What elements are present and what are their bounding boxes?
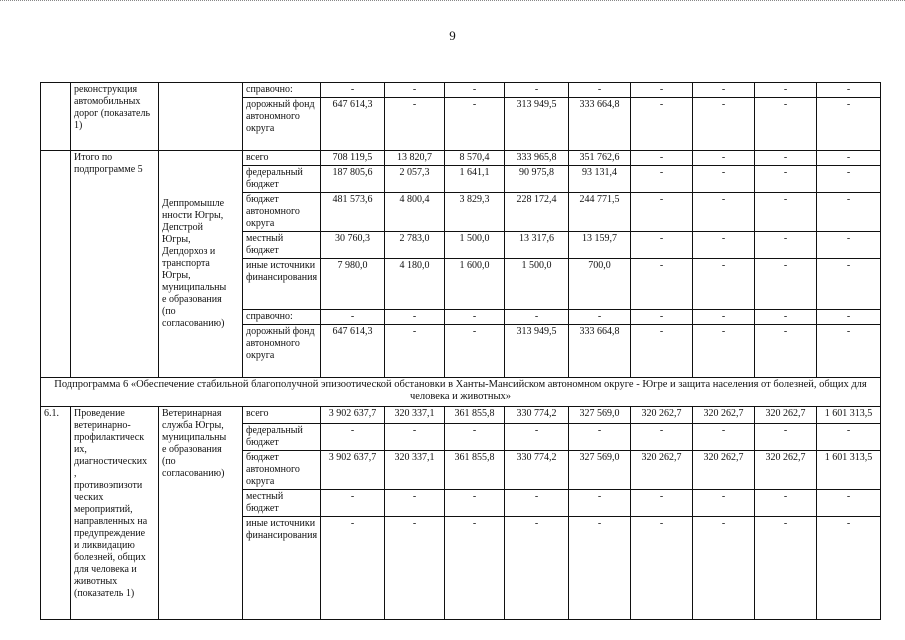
value-cell: 313 949,5 [505, 98, 569, 151]
value-cell: - [505, 310, 569, 325]
value-cell: 320 262,7 [755, 451, 817, 490]
value-cell: 647 614,3 [321, 325, 385, 378]
value-cell: 13 820,7 [385, 151, 445, 166]
value-cell: 361 855,8 [445, 407, 505, 424]
funding-source: справочно: [243, 310, 321, 325]
funding-source: дорожный фонд автономного округа [243, 325, 321, 378]
value-cell: - [755, 517, 817, 620]
value-cell: 313 949,5 [505, 325, 569, 378]
value-cell: - [693, 259, 755, 310]
value-cell: - [569, 424, 631, 451]
page-number: 9 [449, 28, 456, 43]
value-cell: 2 783,0 [385, 232, 445, 259]
value-cell: - [693, 517, 755, 620]
value-cell: - [445, 310, 505, 325]
value-cell: 30 760,3 [321, 232, 385, 259]
value-cell: - [321, 424, 385, 451]
value-cell: - [385, 490, 445, 517]
value-cell: - [321, 310, 385, 325]
value-cell: - [505, 424, 569, 451]
value-cell: - [693, 424, 755, 451]
table-row [41, 83, 881, 98]
value-cell: 13 317,6 [505, 232, 569, 259]
value-cell: - [631, 517, 693, 620]
value-cell: 1 500,0 [445, 232, 505, 259]
funding-source: дорожный фонд автономного округа [243, 98, 321, 151]
value-cell: - [445, 325, 505, 378]
value-cell: 351 762,6 [569, 151, 631, 166]
value-cell: - [817, 310, 881, 325]
value-cell: - [817, 490, 881, 517]
value-cell: - [755, 310, 817, 325]
value-cell: - [693, 83, 755, 98]
value-cell: - [321, 517, 385, 620]
value-cell: 333 664,8 [569, 325, 631, 378]
value-cell: 3 902 637,7 [321, 407, 385, 424]
value-cell: - [693, 166, 755, 193]
value-cell: - [385, 325, 445, 378]
value-cell: - [755, 490, 817, 517]
funding-source: справочно: [243, 83, 321, 98]
value-cell: - [693, 490, 755, 517]
scan-edge [0, 0, 905, 5]
value-cell: - [445, 517, 505, 620]
measure-name: Проведение ветеринарно- профилактическ их, диагностических , противоэпизоти ческих мероприятий, направленных на предупреждение и ликвидацию болезней, общих для человека и животных (показатель 1) [71, 407, 159, 620]
value-cell: 333 965,8 [505, 151, 569, 166]
value-cell: - [445, 83, 505, 98]
value-cell: - [817, 259, 881, 310]
value-cell: - [755, 325, 817, 378]
value-cell: - [817, 166, 881, 193]
value-cell: - [631, 232, 693, 259]
value-cell: 2 057,3 [385, 166, 445, 193]
value-cell: 330 774,2 [505, 407, 569, 424]
value-cell: - [693, 310, 755, 325]
value-cell: - [817, 83, 881, 98]
funding-source: всего [243, 407, 321, 424]
value-cell: - [505, 83, 569, 98]
value-cell: - [569, 310, 631, 325]
value-cell: - [755, 166, 817, 193]
value-cell: 13 159,7 [569, 232, 631, 259]
value-cell: 327 569,0 [569, 451, 631, 490]
value-cell: - [631, 490, 693, 517]
funding-source: федеральный бюджет [243, 424, 321, 451]
table-row [41, 151, 881, 166]
value-cell: - [631, 310, 693, 325]
subprogram-header-row [41, 378, 881, 407]
funding-source: бюджет автономного округа [243, 193, 321, 232]
value-cell: - [693, 232, 755, 259]
value-cell: - [755, 424, 817, 451]
value-cell: 1 601 313,5 [817, 407, 881, 424]
value-cell: - [445, 424, 505, 451]
value-cell: 320 262,7 [693, 451, 755, 490]
row-number-cell [41, 83, 71, 151]
value-cell: 320 262,7 [631, 407, 693, 424]
responsible-cell [159, 83, 243, 151]
value-cell: - [631, 98, 693, 151]
responsible-cell: Ветеринарная служба Югры, муниципальны е образования (по согласованию) [159, 407, 243, 620]
value-cell: 3 902 637,7 [321, 451, 385, 490]
value-cell: 7 980,0 [321, 259, 385, 310]
value-cell: 327 569,0 [569, 407, 631, 424]
value-cell: - [755, 83, 817, 98]
value-cell: 4 800,4 [385, 193, 445, 232]
value-cell: - [445, 490, 505, 517]
measure-name: Итого по подпрограмме 5 [71, 151, 159, 378]
value-cell: 700,0 [569, 259, 631, 310]
row-number-cell [41, 151, 71, 378]
value-cell: - [817, 232, 881, 259]
value-cell: - [631, 166, 693, 193]
funding-source: бюджет автономного округа [243, 451, 321, 490]
value-cell: 333 664,8 [569, 98, 631, 151]
value-cell: - [693, 193, 755, 232]
value-cell: - [693, 98, 755, 151]
value-cell: - [817, 325, 881, 378]
value-cell: - [569, 517, 631, 620]
value-cell: - [755, 98, 817, 151]
value-cell: - [385, 83, 445, 98]
value-cell: - [569, 83, 631, 98]
value-cell: - [817, 517, 881, 620]
budget-table [40, 82, 881, 620]
value-cell: - [631, 83, 693, 98]
value-cell: - [505, 517, 569, 620]
funding-source: федеральный бюджет [243, 166, 321, 193]
value-cell: 320 262,7 [755, 407, 817, 424]
responsible-cell: Деппромышле нности Югры, Депстрой Югры, Депдорхоз и транспорта Югры, муниципальны е образования (по согласованию) [159, 151, 243, 378]
value-cell: 708 119,5 [321, 151, 385, 166]
funding-source: иные источники финансирования [243, 259, 321, 310]
funding-source: местный бюджет [243, 232, 321, 259]
table-row [41, 407, 881, 424]
value-cell: - [321, 83, 385, 98]
funding-source: местный бюджет [243, 490, 321, 517]
value-cell: - [385, 98, 445, 151]
value-cell: 320 262,7 [631, 451, 693, 490]
value-cell: 1 600,0 [445, 259, 505, 310]
value-cell: - [755, 193, 817, 232]
value-cell: - [817, 193, 881, 232]
value-cell: - [817, 424, 881, 451]
value-cell: - [321, 490, 385, 517]
value-cell: - [817, 98, 881, 151]
value-cell: - [505, 490, 569, 517]
value-cell: - [631, 259, 693, 310]
value-cell: 1 500,0 [505, 259, 569, 310]
measure-name: реконструкция автомобильных дорог (показатель 1) [71, 83, 159, 151]
value-cell: 228 172,4 [505, 193, 569, 232]
value-cell: 330 774,2 [505, 451, 569, 490]
value-cell: 8 570,4 [445, 151, 505, 166]
value-cell: - [631, 151, 693, 166]
value-cell: - [755, 259, 817, 310]
value-cell: 647 614,3 [321, 98, 385, 151]
value-cell: - [755, 232, 817, 259]
value-cell: 320 337,1 [385, 451, 445, 490]
value-cell: 3 829,3 [445, 193, 505, 232]
value-cell: 481 573,6 [321, 193, 385, 232]
value-cell: 1 601 313,5 [817, 451, 881, 490]
value-cell: 1 641,1 [445, 166, 505, 193]
subprogram-title: Подпрограмма 6 «Обеспечение стабильной благополучной эпизоотической обстановки в Ханты-Мансийском автономном округе - Югре и защита населения от болезней, общих для человека и животных» [41, 378, 881, 407]
value-cell: 361 855,8 [445, 451, 505, 490]
value-cell: - [817, 151, 881, 166]
value-cell: - [385, 424, 445, 451]
value-cell: - [693, 325, 755, 378]
value-cell: 93 131,4 [569, 166, 631, 193]
value-cell: - [631, 424, 693, 451]
value-cell: - [445, 98, 505, 151]
value-cell: 244 771,5 [569, 193, 631, 232]
row-number-cell: 6.1. [41, 407, 71, 620]
value-cell: - [569, 490, 631, 517]
funding-source: всего [243, 151, 321, 166]
value-cell: 90 975,8 [505, 166, 569, 193]
value-cell: - [385, 310, 445, 325]
value-cell: - [631, 325, 693, 378]
value-cell: - [631, 193, 693, 232]
value-cell: 187 805,6 [321, 166, 385, 193]
value-cell: - [755, 151, 817, 166]
funding-source: иные источники финансирования [243, 517, 321, 620]
value-cell: 320 262,7 [693, 407, 755, 424]
value-cell: - [385, 517, 445, 620]
value-cell: 4 180,0 [385, 259, 445, 310]
value-cell: - [693, 151, 755, 166]
value-cell: 320 337,1 [385, 407, 445, 424]
